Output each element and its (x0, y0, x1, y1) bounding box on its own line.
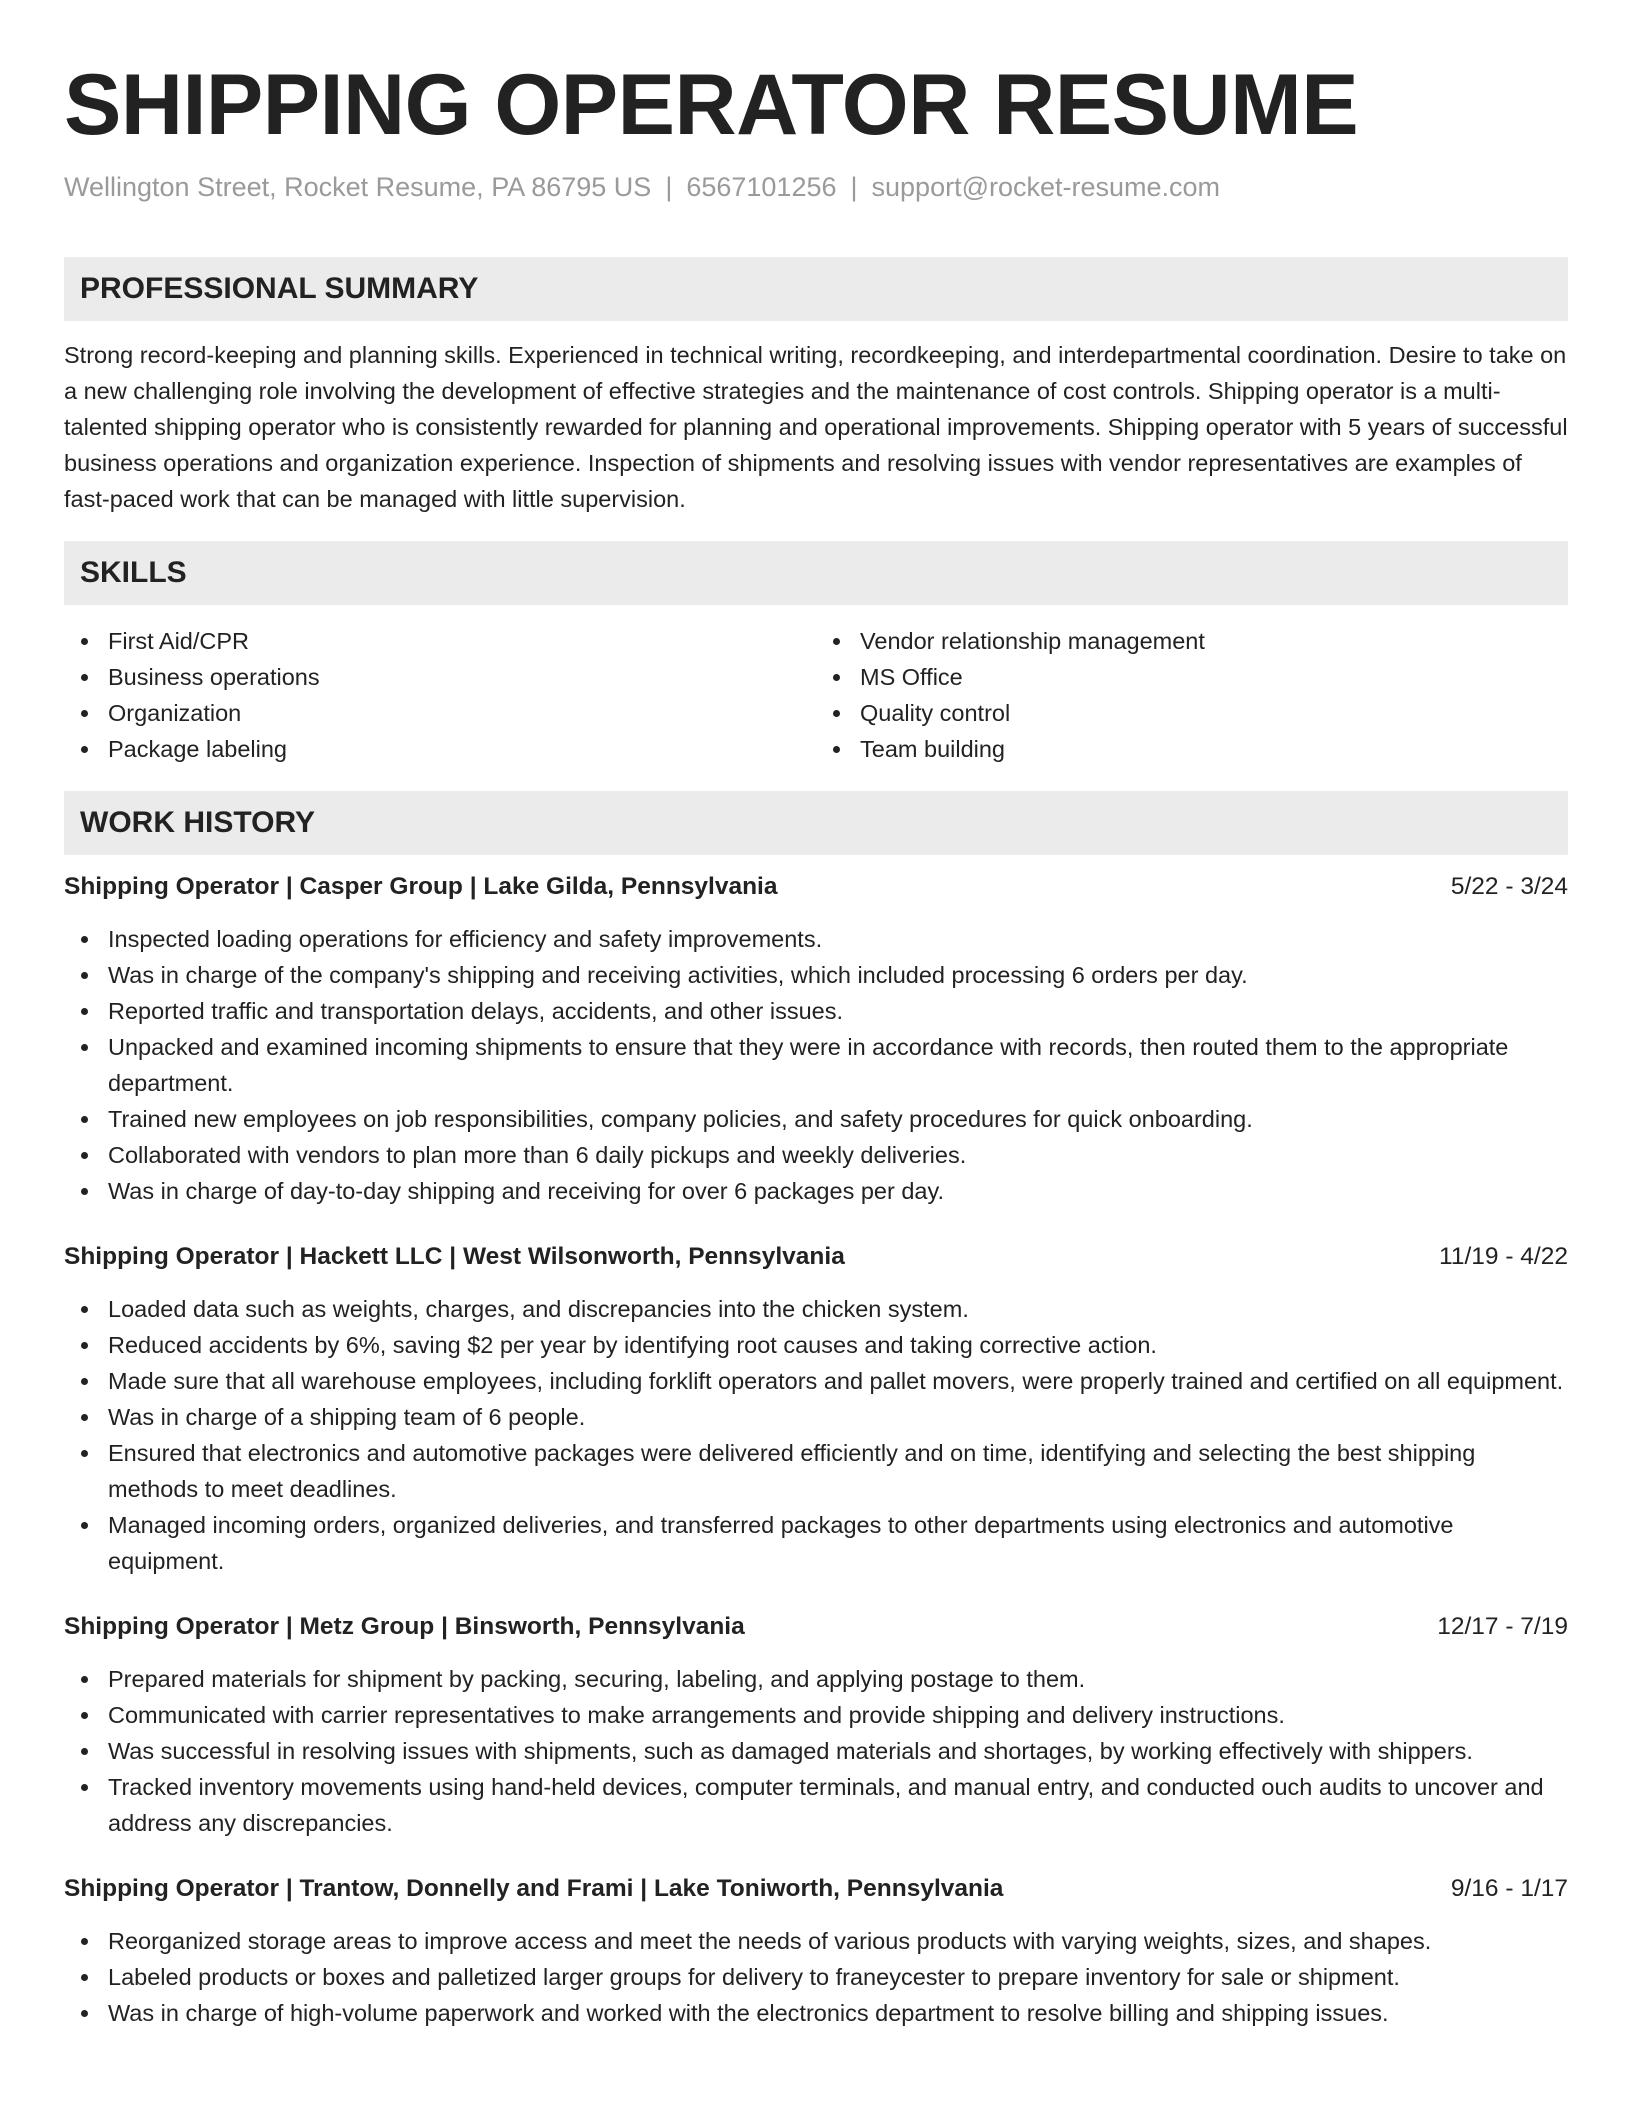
job-bullet: Ensured that electronics and automotive packages were delivered efficiently and on time, identifying and selecting the best shipping methods to meet deadlines. (64, 1435, 1568, 1507)
resume-page (64, 50, 1568, 2031)
job-title: Shipping Operator | Casper Group | Lake Gilda, Pennsylvania (64, 873, 778, 901)
job-bullet: Was in charge of day-to-day shipping and receiving for over 6 packages per day. (64, 1173, 1568, 1209)
job-bullet: Was in charge of a shipping team of 6 people. (64, 1399, 1568, 1435)
job-bullet: Labeled products or boxes and palletized larger groups for delivery to franeycester to prepare inventory for sale or shipment. (64, 1959, 1568, 1995)
skill-item: Package labeling (64, 731, 816, 767)
skill-item: Vendor relationship management (816, 623, 1568, 659)
job-bullet: Inspected loading operations for efficiency and safety improvements. (64, 921, 1568, 957)
contact-email: support@rocket-resume.com (871, 172, 1221, 202)
job-bullet: Made sure that all warehouse employees, including forklift operators and pallet movers, were properly trained and certified on all equipment. (64, 1363, 1568, 1399)
job-entry (64, 1871, 1568, 2031)
skill-item: MS Office (816, 659, 1568, 695)
resume-title: SHIPPING OPERATOR RESUME (64, 57, 1359, 153)
job-entry (64, 869, 1568, 1209)
job-header (64, 1609, 1568, 1645)
job-bullet: Was in charge of the company's shipping and receiving activities, which included processing 6 orders per day. (64, 957, 1568, 993)
skill-item: Team building (816, 731, 1568, 767)
job-bullet: Prepared materials for shipment by packing, securing, labeling, and applying postage to them. (64, 1661, 1568, 1697)
skills-column-right (816, 623, 1568, 767)
job-bullet: Managed incoming orders, organized deliveries, and transferred packages to other departments using electronics and automotive equipment. (64, 1507, 1568, 1579)
job-title: Shipping Operator | Trantow, Donnelly and Frami | Lake Toniworth, Pennsylvania (64, 1875, 1004, 1903)
job-bullet: Tracked inventory movements using hand-held devices, computer terminals, and manual entry, and conducted ouch audits to uncover and address any discrepancies. (64, 1769, 1568, 1841)
job-bullet: Loaded data such as weights, charges, and discrepancies into the chicken system. (64, 1291, 1568, 1327)
job-title: Shipping Operator | Hackett LLC | West Wilsonworth, Pennsylvania (64, 1243, 845, 1271)
job-bullet: Reduced accidents by 6%, saving $2 per year by identifying root causes and taking corrective action. (64, 1327, 1568, 1363)
job-header (64, 1871, 1568, 1907)
skill-item: Business operations (64, 659, 816, 695)
work-history-heading: WORK HISTORY (64, 791, 1568, 855)
job-dates: 11/19 - 4/22 (1439, 1243, 1568, 1271)
contact-separator: | (665, 172, 673, 202)
contact-separator: | (850, 172, 858, 202)
contact-phone: 6567101256 (686, 172, 837, 202)
job-dates: 9/16 - 1/17 (1450, 1875, 1568, 1903)
job-title: Shipping Operator | Metz Group | Binsworth, Pennsylvania (64, 1613, 745, 1641)
job-bullets (64, 1291, 1568, 1579)
job-bullets (64, 1923, 1568, 2031)
job-entry (64, 1609, 1568, 1841)
job-bullet: Trained new employees on job responsibilities, company policies, and safety procedures for quick onboarding. (64, 1101, 1568, 1137)
summary-heading: PROFESSIONAL SUMMARY (64, 257, 1568, 321)
skill-item: Organization (64, 695, 816, 731)
job-dates: 12/17 - 7/19 (1437, 1613, 1568, 1641)
skill-item: Quality control (816, 695, 1568, 731)
job-bullets (64, 1661, 1568, 1841)
summary-text: Strong record-keeping and planning skills. Experienced in technical writing, recordkeeping, and interdepartmental coordination. Desire to take on a new challenging role involving the development of effective strategies and the maintenance of cost controls. Shipping operator is a multi-talented shipping operator who is consistently rewarded for planning and operational improvements. Shipping operator with 5 years of successful business operations and organization experience. Inspection of shipments and resolving issues with vendor representatives are examples of fast-paced work that can be managed with little supervision. (64, 342, 1568, 513)
job-bullet: Collaborated with vendors to plan more than 6 daily pickups and weekly deliveries. (64, 1137, 1568, 1173)
contact-address: Wellington Street, Rocket Resume, PA 86795 US (64, 172, 652, 202)
job-dates: 5/22 - 3/24 (1450, 873, 1568, 901)
job-entry (64, 1239, 1568, 1579)
job-header (64, 1239, 1568, 1275)
skills-heading: SKILLS (64, 541, 1568, 605)
job-bullet: Was successful in resolving issues with shipments, such as damaged materials and shortages, by working effectively with shippers. (64, 1733, 1568, 1769)
job-bullet: Reorganized storage areas to improve access and meet the needs of various products with varying weights, sizes, and shapes. (64, 1923, 1568, 1959)
job-bullet: Was in charge of high-volume paperwork and worked with the electronics department to resolve billing and shipping issues. (64, 1995, 1568, 2031)
job-bullets (64, 921, 1568, 1209)
skill-item: First Aid/CPR (64, 623, 816, 659)
job-bullet: Reported traffic and transportation delays, accidents, and other issues. (64, 993, 1568, 1029)
skills-list (64, 623, 1568, 767)
skills-column-left (64, 623, 816, 767)
job-bullet: Communicated with carrier representatives to make arrangements and provide shipping and delivery instructions. (64, 1697, 1568, 1733)
contact-line (64, 170, 1568, 205)
job-bullet: Unpacked and examined incoming shipments to ensure that they were in accordance with records, then routed them to the appropriate department. (64, 1029, 1568, 1101)
job-header (64, 869, 1568, 905)
